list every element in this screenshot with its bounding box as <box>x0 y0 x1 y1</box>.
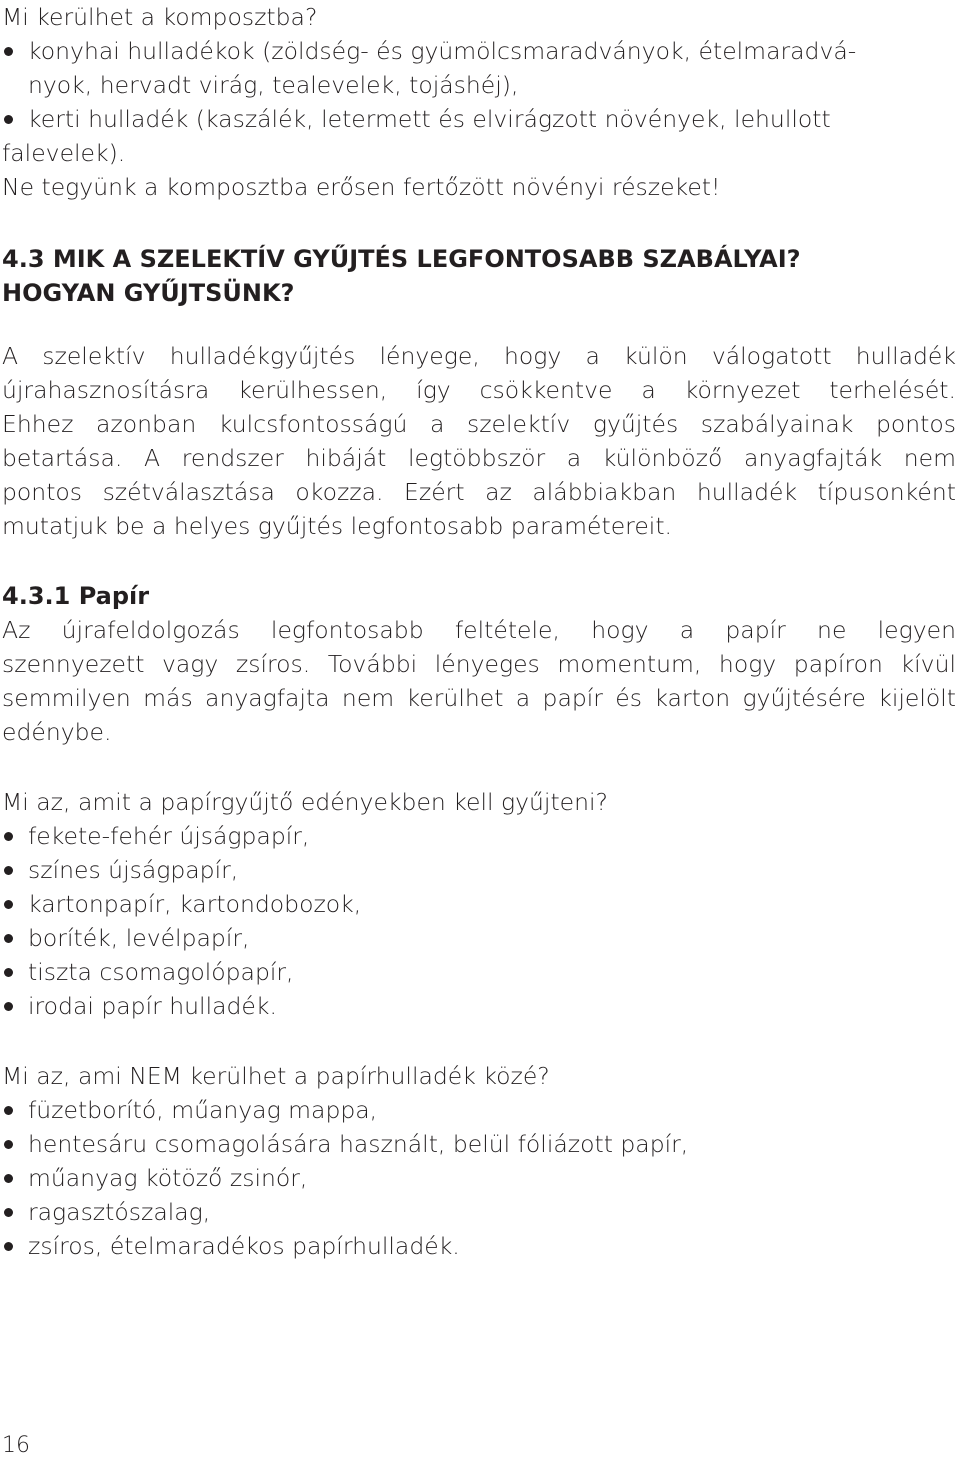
list-item <box>2 1195 956 1229</box>
document-page <box>2 0 956 1263</box>
list-item <box>2 955 956 989</box>
list-item-text: tiszta csomagolópapír, <box>28 958 294 986</box>
list-item-continuation: nyok, hervadt virág, tealevelek, tojáshéj), <box>28 71 519 99</box>
paragraph-line: újrahasznosításra kerülhessen, így csökkentve a környezet terhelését. <box>2 376 956 404</box>
list-item <box>2 887 956 921</box>
forbidden-list <box>2 1093 956 1263</box>
forbidden-question: Mi az, ami NEM kerülhet a papírhulladék közé? <box>2 1062 550 1090</box>
list-item-text: konyhai hulladékok (zöldség- és gyümölcsmaradványok, ételmaradvá- <box>28 37 857 65</box>
section-heading-line1: 4.3 MIK A SZELEKTÍV GYŰJTÉS LEGFONTOSABB SZABÁLYAI? <box>2 245 801 273</box>
bullet-icon <box>4 115 13 124</box>
paragraph-line: mutatjuk be a helyes gyűjtés legfontosabb paramétereit. <box>2 512 673 540</box>
list-item-text: irodai papír hulladék. <box>28 992 277 1020</box>
subsection-heading: 4.3.1 Papír <box>2 582 150 610</box>
list-item-text: színes újságpapír, <box>28 856 239 884</box>
list-item <box>2 1229 956 1263</box>
paragraph-line: Ehhez azonban kulcsfontosságú a szelektív gyűjtés szabályainak pontos <box>2 410 956 438</box>
bullet-icon <box>4 934 13 943</box>
bullet-icon <box>4 832 13 841</box>
list-item <box>2 1161 956 1195</box>
list-item-text: kartonpapír, kartondobozok, <box>28 890 362 918</box>
bullet-icon <box>4 866 13 875</box>
list-item-text: boríték, levélpapír, <box>28 924 250 952</box>
list-item-text: műanyag kötöző zsinór, <box>28 1164 308 1192</box>
paragraph-line: semmilyen más anyagfajta nem kerülhet a papír és karton gyűjtésére kijelölt <box>2 684 956 712</box>
section-heading-line2: HOGYAN GYŰJTSÜNK? <box>2 279 295 307</box>
paragraph-line: pontos szétválasztása okozza. Ezért az alábbiakban hulladék típusonként <box>2 478 956 506</box>
compost-list <box>2 34 956 136</box>
list-item <box>2 819 956 853</box>
list-item-text: kerti hulladék (kaszálék, letermett és elvirágzott növények, lehullott <box>28 105 831 133</box>
paragraph-line: Az újrafeldolgozás legfontosabb feltétele, hogy a papír ne legyen <box>2 616 956 644</box>
list-item <box>2 853 956 887</box>
bullet-icon <box>4 1208 13 1217</box>
paragraph-line: edénybe. <box>2 718 112 746</box>
compost-question: Mi kerülhet a komposztba? <box>2 3 318 31</box>
list-item <box>2 1127 956 1161</box>
bullet-icon <box>4 1106 13 1115</box>
allowed-list <box>2 819 956 1023</box>
bullet-icon <box>4 1140 13 1149</box>
list-item-text: ragasztószalag, <box>28 1198 211 1226</box>
list-item <box>2 34 956 68</box>
allowed-question: Mi az, amit a papírgyűjtő edényekben kell gyűjteni? <box>2 788 609 816</box>
bullet-icon <box>4 1242 13 1251</box>
page-number: 16 <box>2 1433 30 1458</box>
list-item <box>2 1093 956 1127</box>
bullet-icon <box>4 900 13 909</box>
paper-paragraph <box>2 613 956 749</box>
section-paragraph <box>2 339 956 543</box>
paragraph-line: szennyezett vagy zsíros. További lényeges momentum, hogy papíron kívül <box>2 650 956 678</box>
list-item-text: hentesáru csomagolására használt, belül fóliázott papír, <box>28 1130 689 1158</box>
list-item-text: füzetborító, műanyag mappa, <box>28 1096 378 1124</box>
list-item-text: zsíros, ételmaradékos papírhulladék. <box>28 1232 460 1260</box>
list-item <box>2 921 956 955</box>
bullet-icon <box>4 968 13 977</box>
list-item-continuation-final: falevelek). <box>2 139 126 167</box>
paragraph-line: betartása. A rendszer hibáját legtöbbször a különböző anyagfajták nem <box>2 444 956 472</box>
paragraph-line: A szelektív hulladékgyűjtés lényege, hogy a külön válogatott hulladék <box>2 342 956 370</box>
bullet-icon <box>4 1174 13 1183</box>
list-item-text: fekete-fehér újságpapír, <box>28 822 310 850</box>
list-item <box>2 102 956 136</box>
bullet-icon <box>4 1002 13 1011</box>
bullet-icon <box>4 47 13 56</box>
list-item <box>2 989 956 1023</box>
compost-warning: Ne tegyünk a komposztba erősen fertőzött növényi részeket! <box>2 173 721 201</box>
